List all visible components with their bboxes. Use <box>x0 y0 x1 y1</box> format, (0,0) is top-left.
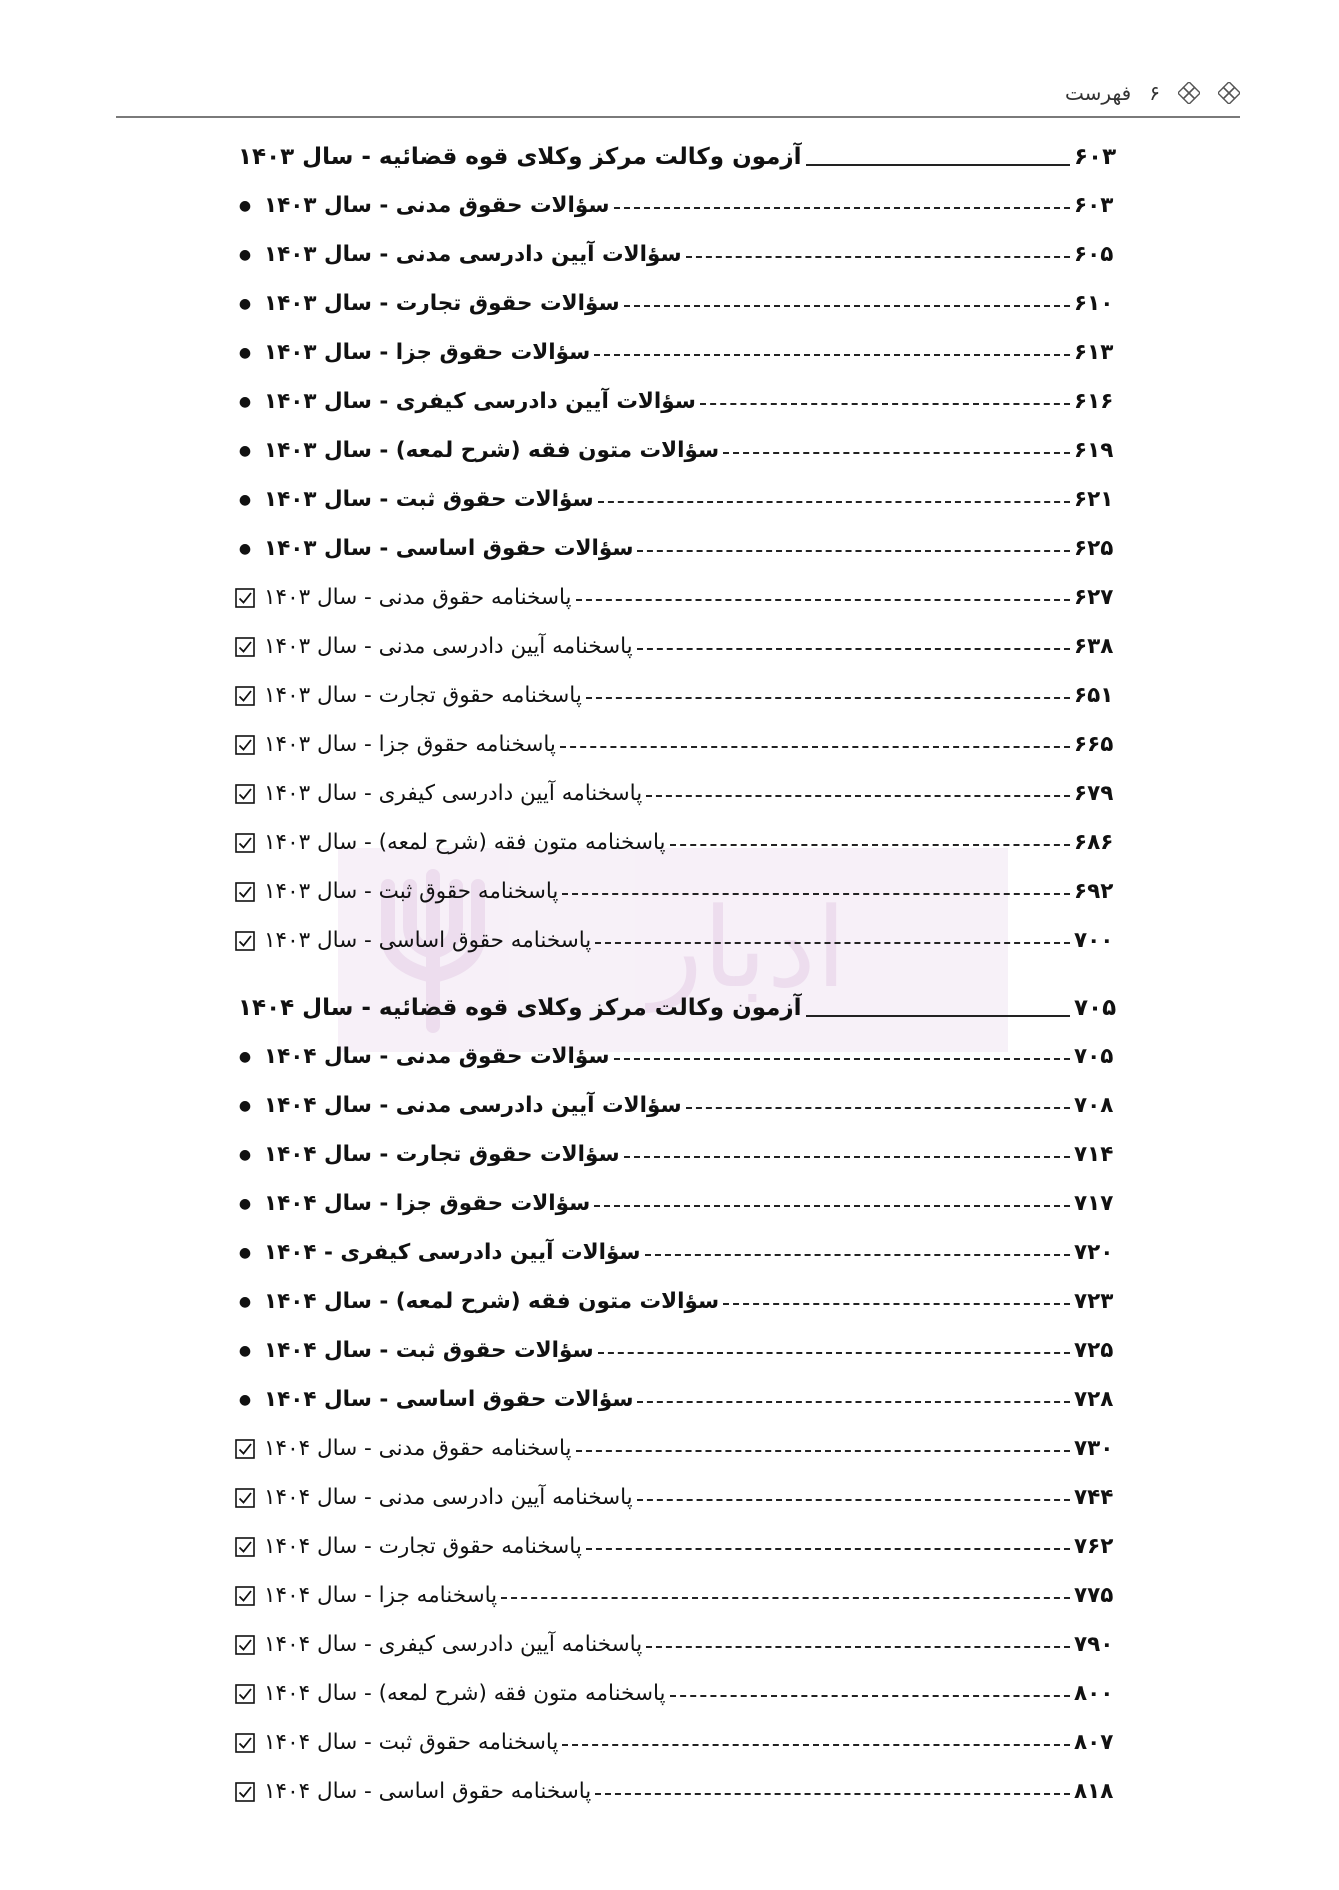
toc-entry-label: سؤالات آیین دادرسی کیفری - ۱۴۰۴ <box>264 1240 641 1265</box>
toc-answer-entry[interactable] <box>232 916 1120 965</box>
toc-heading-label: آزمون وکالت مرکز وکلای قوه قضائیه - سال ۱۴۰۴ <box>238 994 802 1021</box>
toc-entry-label: سؤالات حقوق اساسی - سال ۱۴۰۳ <box>264 536 634 561</box>
toc-entry-label: سؤالات آیین دادرسی مدنی - سال ۱۴۰۳ <box>264 242 682 267</box>
toc-leader <box>686 256 1070 258</box>
toc-leader <box>560 746 1070 748</box>
page-header <box>116 72 1240 118</box>
toc-question-entry[interactable] <box>232 426 1120 475</box>
watermark-text: ادبار <box>649 884 847 1012</box>
toc-question-entry[interactable] <box>232 230 1120 279</box>
bullet-icon: ● <box>238 1293 252 1310</box>
toc-leader <box>637 1499 1070 1501</box>
toc-question-entry[interactable] <box>232 181 1120 230</box>
toc-entry-page: ۷۲۸ <box>1074 1387 1114 1412</box>
header-inner <box>1065 76 1240 110</box>
bullet-icon: ● <box>238 197 252 214</box>
toc-entry-page: ۷۰۵ <box>1074 1044 1114 1069</box>
toc-leader <box>576 599 1071 601</box>
toc-leader <box>806 1015 1070 1017</box>
toc-entry-page: ۶۷۹ <box>1074 781 1114 806</box>
bullet-icon: ● <box>238 1048 252 1065</box>
toc-leader <box>645 1254 1070 1256</box>
bullet-icon: ● <box>238 393 252 410</box>
toc-leader <box>562 893 1070 895</box>
toc-leader <box>598 1352 1070 1354</box>
toc-question-entry[interactable] <box>232 279 1120 328</box>
toc-entry-label: سؤالات حقوق تجارت - سال ۱۴۰۴ <box>264 1142 620 1167</box>
toc-leader <box>576 1450 1071 1452</box>
toc-entry-page: ۷۲۰ <box>1074 1240 1114 1265</box>
checkbox-checked-icon <box>232 1781 258 1803</box>
toc-entry-label: پاسخنامه متون فقه (شرح لمعه) - سال ۱۴۰۴ <box>264 1681 666 1706</box>
toc-entry-page: ۸۱۸ <box>1074 1779 1114 1804</box>
toc-leader <box>806 164 1070 166</box>
toc-leader <box>586 697 1070 699</box>
checkbox-checked-icon <box>232 636 258 658</box>
toc-entry-label: پاسخنامه حقوق اساسی - سال ۱۴۰۴ <box>264 1779 592 1804</box>
toc-entry-label: سؤالات حقوق ثبت - سال ۱۴۰۴ <box>264 1338 594 1363</box>
toc-entry-page: ۷۴۴ <box>1074 1485 1114 1510</box>
bullet-icon: ● <box>238 344 252 361</box>
toc-entry-page: ۶۱۳ <box>1074 340 1114 365</box>
toc-leader <box>624 305 1070 307</box>
toc-heading[interactable] <box>232 983 1120 1032</box>
toc-answer-entry[interactable] <box>232 1718 1120 1767</box>
toc-heading-page: ۷۰۵ <box>1074 994 1117 1021</box>
toc-answer-entry[interactable] <box>232 720 1120 769</box>
toc-leader <box>586 1548 1070 1550</box>
checkbox-checked-icon <box>232 685 258 707</box>
toc-leader <box>723 452 1070 454</box>
toc-heading-page: ۶۰۳ <box>1074 143 1117 170</box>
toc-entry-page: ۶۱۹ <box>1074 438 1114 463</box>
toc-leader <box>595 942 1070 944</box>
header-title: فهرست <box>1065 81 1132 105</box>
bullet-icon: ● <box>238 442 252 459</box>
checkbox-checked-icon <box>232 930 258 952</box>
checkbox-checked-icon <box>232 734 258 756</box>
toc-answer-entry[interactable] <box>232 1424 1120 1473</box>
bullet-icon: ● <box>238 1146 252 1163</box>
toc-entry-label: سؤالات حقوق ثبت - سال ۱۴۰۳ <box>264 487 594 512</box>
toc-leader <box>562 1744 1070 1746</box>
checkbox-checked-icon <box>232 783 258 805</box>
toc-question-entry[interactable] <box>232 1326 1120 1375</box>
toc-answer-entry[interactable] <box>232 1767 1120 1816</box>
toc-entry-page: ۷۷۵ <box>1074 1583 1114 1608</box>
toc-section-1404 <box>232 983 1120 1816</box>
toc-leader <box>637 1401 1070 1403</box>
toc-entry-page: ۷۰۰ <box>1074 928 1114 953</box>
toc-question-entry[interactable] <box>232 1032 1120 1081</box>
checkbox-checked-icon <box>232 832 258 854</box>
checkbox-checked-icon <box>232 881 258 903</box>
toc-leader <box>594 1205 1070 1207</box>
checkbox-checked-icon <box>232 1683 258 1705</box>
toc-entry-page: ۷۲۵ <box>1074 1338 1114 1363</box>
toc-question-entry[interactable] <box>232 1179 1120 1228</box>
toc-answer-entry[interactable] <box>232 1522 1120 1571</box>
toc-entry-page: ۶۲۱ <box>1074 487 1114 512</box>
toc-heading-label: آزمون وکالت مرکز وکلای قوه قضائیه - سال ۱۴۰۳ <box>238 143 802 170</box>
toc-leader <box>598 501 1070 503</box>
toc-entry-page: ۶۰۵ <box>1074 242 1114 267</box>
toc-leader <box>723 1303 1070 1305</box>
toc-answer-entry[interactable] <box>232 1571 1120 1620</box>
toc-question-entry[interactable] <box>232 1277 1120 1326</box>
toc-entry-label: پاسخنامه آیین دادرسی مدنی - سال ۱۴۰۴ <box>264 1485 633 1510</box>
toc-leader <box>614 1058 1070 1060</box>
toc-entry-label: سؤالات حقوق جزا - سال ۱۴۰۴ <box>264 1191 591 1216</box>
toc-entry-page: ۶۲۷ <box>1074 585 1114 610</box>
toc-section-1403 <box>232 132 1120 965</box>
toc-entry-page: ۸۰۷ <box>1074 1730 1114 1755</box>
toc-entry-label: سؤالات متون فقه (شرح لمعه) - سال ۱۴۰۳ <box>264 438 720 463</box>
toc-leader <box>594 354 1070 356</box>
toc-entry-label: پاسخنامه متون فقه (شرح لمعه) - سال ۱۴۰۳ <box>264 830 666 855</box>
toc-leader <box>670 844 1071 846</box>
table-of-contents <box>232 132 1120 1834</box>
toc-answer-entry[interactable] <box>232 769 1120 818</box>
checkbox-checked-icon <box>232 1634 258 1656</box>
checkbox-checked-icon <box>232 1585 258 1607</box>
toc-entry-page: ۶۹۲ <box>1074 879 1114 904</box>
bullet-icon: ● <box>238 540 252 557</box>
toc-entry-label: پاسخنامه آیین دادرسی کیفری - سال ۱۴۰۴ <box>264 1632 643 1657</box>
toc-entry-page: ۶۲۵ <box>1074 536 1114 561</box>
toc-entry-page: ۷۱۷ <box>1074 1191 1114 1216</box>
toc-answer-entry[interactable] <box>232 1669 1120 1718</box>
bullet-icon: ● <box>238 1097 252 1114</box>
toc-leader <box>700 403 1070 405</box>
toc-answer-entry[interactable] <box>232 818 1120 867</box>
header-page-number: ۶ <box>1149 81 1160 105</box>
checkbox-checked-icon <box>232 1438 258 1460</box>
toc-entry-label: پاسخنامه حقوق جزا - سال ۱۴۰۳ <box>264 732 556 757</box>
toc-answer-entry[interactable] <box>232 867 1120 916</box>
toc-entry-page: ۷۰۸ <box>1074 1093 1114 1118</box>
toc-leader <box>637 648 1070 650</box>
toc-entry-label: پاسخنامه حقوق تجارت - سال ۱۴۰۳ <box>264 683 582 708</box>
bullet-icon: ● <box>238 295 252 312</box>
toc-entry-label: سؤالات حقوق اساسی - سال ۱۴۰۴ <box>264 1387 634 1412</box>
toc-entry-label: سؤالات حقوق تجارت - سال ۱۴۰۳ <box>264 291 620 316</box>
toc-leader <box>646 1646 1070 1648</box>
toc-answer-entry[interactable] <box>232 573 1120 622</box>
toc-leader <box>646 795 1070 797</box>
toc-entry-page: ۶۱۰ <box>1074 291 1114 316</box>
bullet-icon: ● <box>238 1391 252 1408</box>
toc-entry-page: ۷۳۰ <box>1074 1436 1114 1461</box>
toc-entry-page: ۷۱۴ <box>1074 1142 1114 1167</box>
toc-entry-page: ۶۶۵ <box>1074 732 1114 757</box>
toc-entry-label: پاسخنامه آیین دادرسی مدنی - سال ۱۴۰۳ <box>264 634 633 659</box>
toc-entry-label: پاسخنامه حقوق اساسی - سال ۱۴۰۳ <box>264 928 592 953</box>
toc-entry-page: ۶۵۱ <box>1074 683 1114 708</box>
toc-entry-label: سؤالات آیین دادرسی کیفری - سال ۱۴۰۳ <box>264 389 696 414</box>
toc-entry-label: سؤالات آیین دادرسی مدنی - سال ۱۴۰۴ <box>264 1093 682 1118</box>
toc-entry-label: پاسخنامه حقوق تجارت - سال ۱۴۰۴ <box>264 1534 582 1559</box>
toc-answer-entry[interactable] <box>232 622 1120 671</box>
toc-entry-page: ۷۶۲ <box>1074 1534 1114 1559</box>
toc-entry-label: سؤالات حقوق مدنی - سال ۱۴۰۳ <box>264 193 610 218</box>
toc-entry-label: سؤالات حقوق جزا - سال ۱۴۰۳ <box>264 340 591 365</box>
toc-entry-page: ۶۱۶ <box>1074 389 1114 414</box>
toc-entry-label: پاسخنامه حقوق مدنی - سال ۱۴۰۳ <box>264 585 572 610</box>
toc-answer-entry[interactable] <box>232 1473 1120 1522</box>
toc-question-entry[interactable] <box>232 475 1120 524</box>
toc-entry-page: ۶۳۸ <box>1074 634 1114 659</box>
toc-entry-label: پاسخنامه آیین دادرسی کیفری - سال ۱۴۰۳ <box>264 781 643 806</box>
toc-entry-page: ۸۰۰ <box>1074 1681 1114 1706</box>
toc-leader <box>501 1597 1070 1599</box>
toc-entry-label: پاسخنامه حقوق ثبت - سال ۱۴۰۴ <box>264 1730 559 1755</box>
toc-entry-page: ۶۰۳ <box>1074 193 1114 218</box>
toc-entry-label: پاسخنامه جزا - سال ۱۴۰۴ <box>264 1583 498 1608</box>
toc-entry-label: پاسخنامه حقوق ثبت - سال ۱۴۰۳ <box>264 879 559 904</box>
toc-leader <box>686 1107 1070 1109</box>
toc-question-entry[interactable] <box>232 1375 1120 1424</box>
checkbox-checked-icon <box>232 1536 258 1558</box>
bullet-icon: ● <box>238 246 252 263</box>
toc-answer-entry[interactable] <box>232 671 1120 720</box>
toc-rows <box>232 181 1120 965</box>
toc-rows <box>232 1032 1120 1816</box>
toc-question-entry[interactable] <box>232 1081 1120 1130</box>
bullet-icon: ● <box>238 1195 252 1212</box>
toc-entry-page: ۶۸۶ <box>1074 830 1114 855</box>
toc-question-entry[interactable] <box>232 1130 1120 1179</box>
toc-entry-label: سؤالات متون فقه (شرح لمعه) - سال ۱۴۰۴ <box>264 1289 720 1314</box>
toc-entry-label: سؤالات حقوق مدنی - سال ۱۴۰۴ <box>264 1044 610 1069</box>
toc-leader <box>670 1695 1071 1697</box>
toc-question-entry[interactable] <box>232 377 1120 426</box>
toc-leader <box>637 550 1070 552</box>
bullet-icon: ● <box>238 491 252 508</box>
toc-entry-label: پاسخنامه حقوق مدنی - سال ۱۴۰۴ <box>264 1436 572 1461</box>
toc-question-entry[interactable] <box>232 1228 1120 1277</box>
checkbox-checked-icon <box>232 1732 258 1754</box>
diamond-ornament-icon <box>1218 82 1240 104</box>
toc-question-entry[interactable] <box>232 524 1120 573</box>
toc-leader <box>624 1156 1070 1158</box>
toc-heading[interactable] <box>232 132 1120 181</box>
toc-leader <box>595 1793 1070 1795</box>
toc-answer-entry[interactable] <box>232 1620 1120 1669</box>
toc-entry-page: ۷۹۰ <box>1074 1632 1114 1657</box>
toc-entry-page: ۷۲۳ <box>1074 1289 1114 1314</box>
checkbox-checked-icon <box>232 587 258 609</box>
checkbox-checked-icon <box>232 1487 258 1509</box>
bullet-icon: ● <box>238 1342 252 1359</box>
toc-question-entry[interactable] <box>232 328 1120 377</box>
diamond-ornament-icon <box>1178 82 1200 104</box>
bullet-icon: ● <box>238 1244 252 1261</box>
toc-leader <box>614 207 1070 209</box>
